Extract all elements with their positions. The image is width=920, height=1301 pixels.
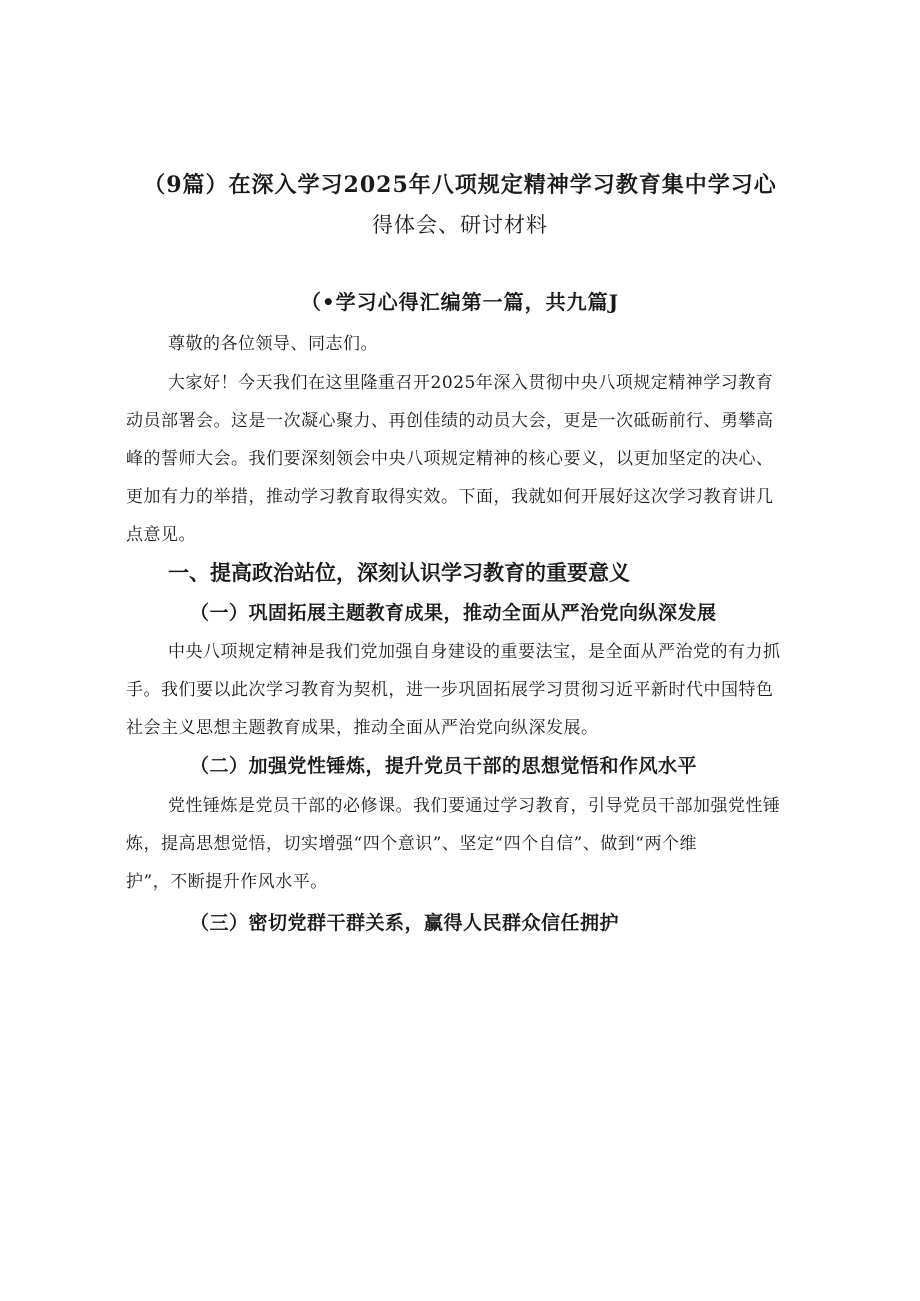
intro-paragraph <box>126 364 810 554</box>
document-subtitle: （•学习心得汇编第一篇，共九篇J <box>300 290 620 314</box>
paragraph-line: 护”，不断提升作风水平。 <box>126 872 328 892</box>
document-title-line-1: （9篇）在深入学习2025年八项规定精神学习教育集中学习心 <box>143 172 777 198</box>
paragraph-line: 党性锤炼是党员干部的必修课。我们要通过学习教育，引导党员干部加强党性锤 <box>168 796 781 816</box>
subsection-2-heading: （二）加强党性锤炼，提升党员干部的思想觉悟和作风水平 <box>190 755 698 777</box>
subsection-1-paragraph <box>126 633 810 747</box>
subsection-1-heading: （一）巩固拓展主题教育成果，推动全面从严治党向纵深发展 <box>190 602 717 624</box>
intro-line: 峰的誓师大会。我们要深刻领会中央八项规定精神的核心要义，以更加坚定的决心、 <box>126 449 774 469</box>
greeting-paragraph <box>126 325 810 363</box>
paragraph-line: 社会主义思想主题教育成果，推动全面从严治党向纵深发展。 <box>126 718 599 738</box>
intro-line: 大家好！今天我们在这里隆重召开2025年深入贯彻中央八项规定精神学习教育 <box>168 373 774 393</box>
document-title-line-2: 得体会、研讨材料 <box>372 213 548 237</box>
greeting-text: 尊敬的各位领导、同志们。 <box>168 334 378 354</box>
intro-line: 点意见。 <box>126 525 196 545</box>
paragraph-line: 手。我们要以此次学习教育为契机，进一步巩固拓展学习贯彻习近平新时代中国特色 <box>126 680 774 700</box>
intro-line: 动员部署会。这是一次凝心聚力、再创佳绩的动员大会，更是一次砥砺前行、勇攀高 <box>126 411 774 431</box>
paragraph-line: 炼，提高思想觉悟，切实增强“四个意识”、坚定“四个自信”、做到“两个维 <box>126 834 697 854</box>
subsection-2-paragraph <box>126 787 810 901</box>
paragraph-line: 中央八项规定精神是我们党加强自身建设的重要法宝，是全面从严治党的有力抓 <box>168 642 781 662</box>
intro-line: 更加有力的举措，推动学习教育取得实效。下面，我就如何开展好这次学习教育讲几 <box>126 487 774 507</box>
section-1-heading: 一、提高政治站位，深刻认识学习教育的重要意义 <box>168 561 630 585</box>
subsection-3-heading: （三）密切党群干群关系，赢得人民群众信任拥护 <box>190 912 620 934</box>
